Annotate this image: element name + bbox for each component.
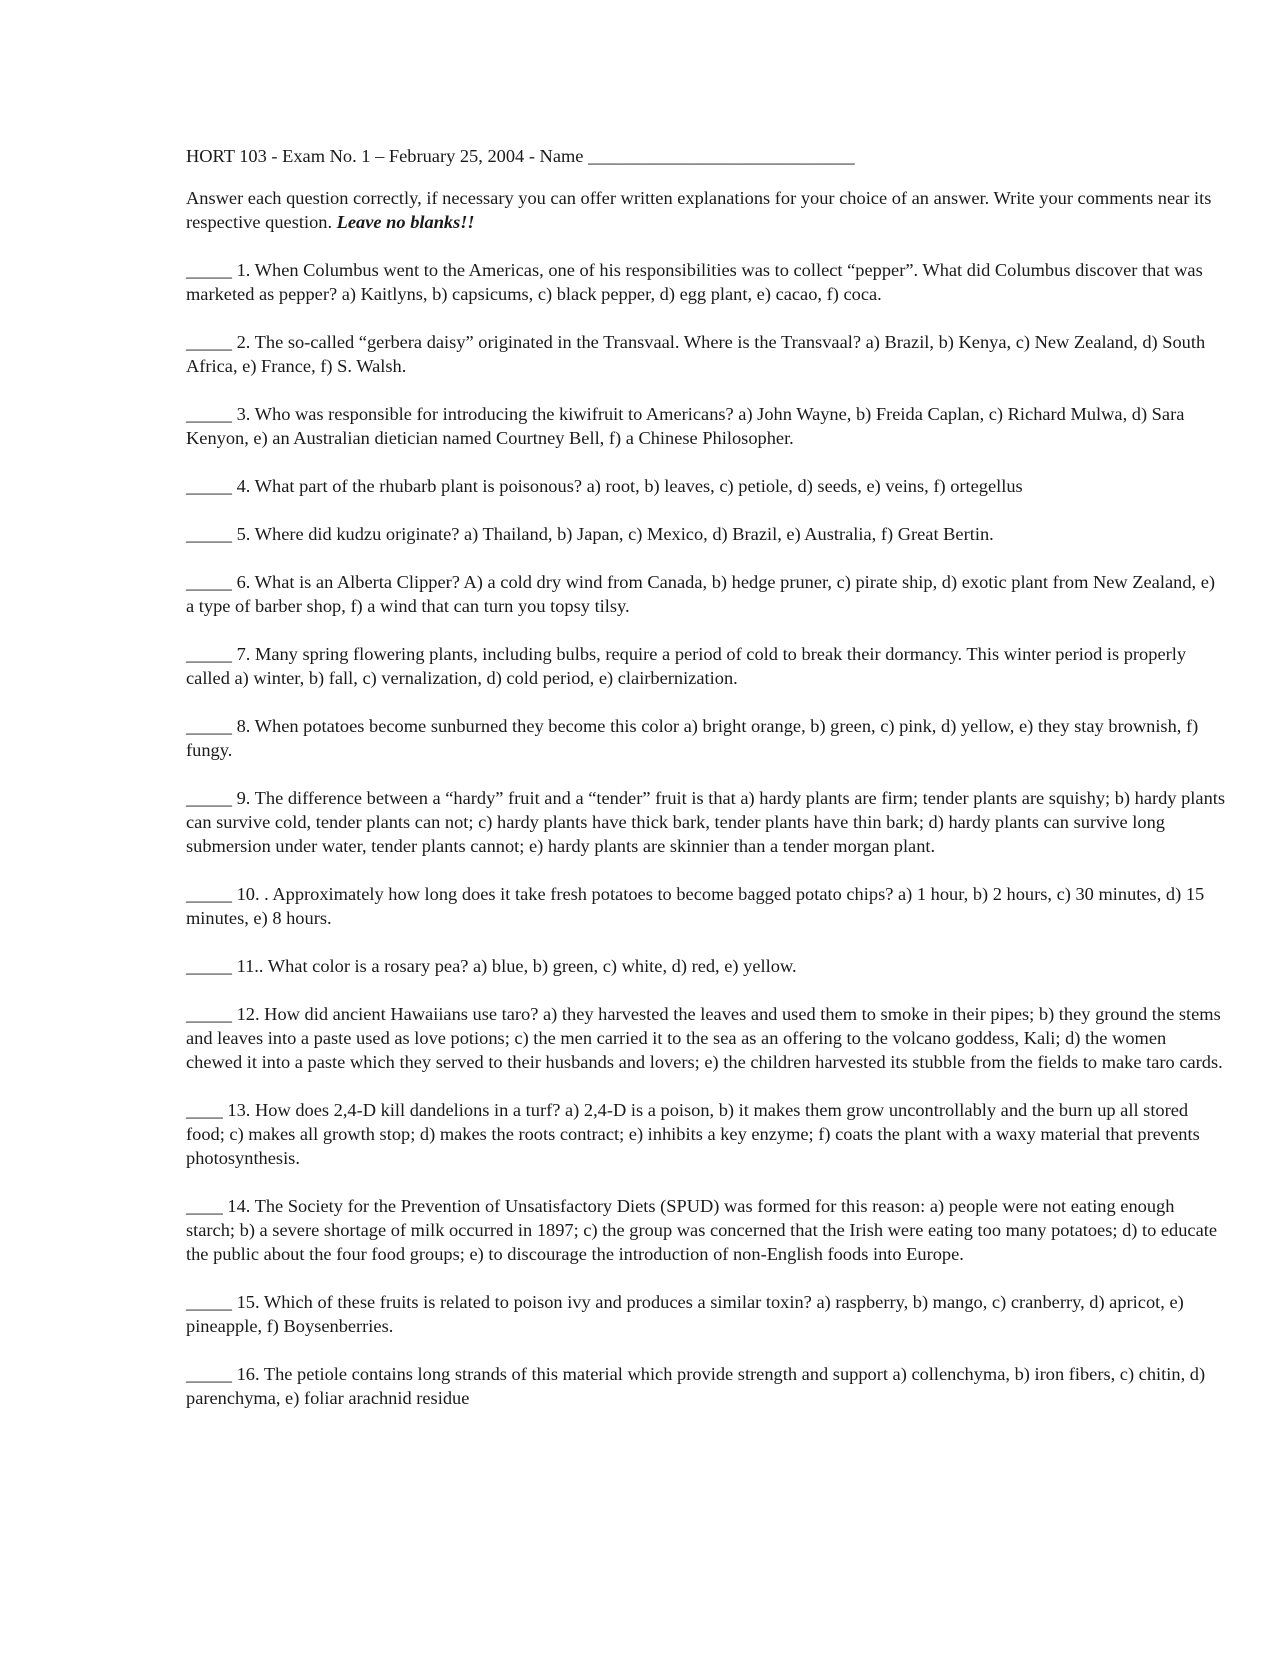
answer-blank[interactable]: _____	[186, 476, 232, 496]
question-text: 11.. What color is a rosary pea? a) blue, b) green, c) white, d) red, e) yellow.	[231, 956, 797, 976]
question-text: 2. The so-called “gerbera daisy” originated in the Transvaal. Where is the Transvaal? a) Brazil, b) Kenya, c) New Zealand, d) South Africa, e) France, f) S. Walsh.	[186, 332, 1206, 376]
answer-blank[interactable]: _____	[186, 572, 232, 592]
answer-blank[interactable]: _____	[186, 956, 232, 976]
answer-blank[interactable]: _____	[186, 884, 232, 904]
answer-blank[interactable]: _____	[186, 1292, 232, 1312]
answer-blank[interactable]: ____	[186, 1196, 223, 1216]
instructions	[186, 186, 1226, 234]
exam-header	[186, 144, 1226, 168]
question-text: 9. The difference between a “hardy” fruit and a “tender” fruit is that a) hardy plants are firm; tender plants are squishy; b) hardy plants can survive cold, tender plants can not; c) hardy plants have thick bark, tender plants have thin bark; d) hardy plants can survive long submersion under water, tender plants cannot; e) hardy plants are skinnier than a tender morgan plant.	[186, 788, 1226, 856]
exam-page	[186, 144, 1226, 1434]
question-2	[186, 330, 1226, 378]
question-15	[186, 1290, 1226, 1338]
question-5	[186, 522, 1226, 546]
question-1	[186, 258, 1226, 306]
question-text: 14. The Society for the Prevention of Unsatisfactory Diets (SPUD) was formed for this reason: a) people were not eating enough starch; b) a severe shortage of milk occurred in 1897; c) the group was concerned that the Irish were eating too many potatoes; d) to educate the public about the four food groups; e) to discourage the introduction of non-English foods into Europe.	[186, 1196, 1218, 1264]
question-10	[186, 882, 1226, 930]
question-text: 5. Where did kudzu originate? a) Thailand, b) Japan, c) Mexico, d) Brazil, e) Australia, f) Great Bertin.	[231, 524, 994, 544]
answer-blank[interactable]: _____	[186, 788, 232, 808]
answer-blank[interactable]: _____	[186, 1364, 232, 1384]
answer-blank[interactable]: _____	[186, 1004, 232, 1024]
name-blank[interactable]: _____________________________	[588, 146, 855, 166]
answer-blank[interactable]: _____	[186, 644, 232, 664]
question-text: 10. . Approximately how long does it take fresh potatoes to become bagged potato chips? a) 1 hour, b) 2 hours, c) 30 minutes, d) 15 minutes, e) 8 hours.	[186, 884, 1205, 928]
question-4	[186, 474, 1226, 498]
question-11	[186, 954, 1226, 978]
question-text: 3. Who was responsible for introducing the kiwifruit to Americans? a) John Wayne, b) Freida Caplan, c) Richard Mulwa, d) Sara Kenyon, e) an Australian dietician named Courtney Bell, f) a Chinese Philosopher.	[186, 404, 1185, 448]
question-3	[186, 402, 1226, 450]
question-9	[186, 786, 1226, 858]
question-text: 16. The petiole contains long strands of this material which provide strength and support a) collenchyma, b) iron fibers, c) chitin, d) parenchyma, e) foliar arachnid residue	[186, 1364, 1206, 1408]
answer-blank[interactable]: _____	[186, 404, 232, 424]
question-12	[186, 1002, 1226, 1074]
question-13	[186, 1098, 1226, 1170]
question-text: 15. Which of these fruits is related to poison ivy and produces a similar toxin? a) raspberry, b) mango, c) cranberry, d) apricot, e) pineapple, f) Boysenberries.	[186, 1292, 1184, 1336]
question-text: 8. When potatoes become sunburned they become this color a) bright orange, b) green, c) pink, d) yellow, e) they stay brownish, f) fungy.	[186, 716, 1199, 760]
question-text: 1. When Columbus went to the Americas, one of his responsibilities was to collect “pepper”. What did Columbus discover that was marketed as pepper? a) Kaitlyns, b) capsicums, c) black pepper, d) egg plant, e) cacao, f) coca.	[186, 260, 1203, 304]
question-text: 7. Many spring flowering plants, including bulbs, require a period of cold to break their dormancy. This winter period is properly called a) winter, b) fall, c) vernalization, d) cold period, e) clairbernization.	[186, 644, 1187, 688]
answer-blank[interactable]: _____	[186, 260, 232, 280]
question-text: 12. How did ancient Hawaiians use taro? a) they harvested the leaves and used them to smoke in their pipes; b) they ground the stems and leaves into a paste used as love potions; c) the men carried it to the sea as an offering to the volcano goddess, Kali; d) the women chewed it into a paste which they served to their husbands and lovers; e) the children harvested its stubble from the fields to make taro cards.	[186, 1004, 1223, 1072]
question-6	[186, 570, 1226, 618]
answer-blank[interactable]: ____	[186, 1100, 223, 1120]
instructions-emphasis: Leave no blanks!!	[336, 212, 475, 232]
question-text: 13. How does 2,4-D kill dandelions in a turf? a) 2,4-D is a poison, b) it makes them grow uncontrollably and the burn up all stored food; c) makes all growth stop; d) makes the roots contract; e) inhibits a key enzyme; f) coats the plant with a waxy material that prevents photosynthesis.	[186, 1100, 1200, 1168]
question-8	[186, 714, 1226, 762]
question-14	[186, 1194, 1226, 1266]
question-list	[186, 258, 1226, 1410]
answer-blank[interactable]: _____	[186, 716, 232, 736]
answer-blank[interactable]: _____	[186, 524, 232, 544]
question-text: 6. What is an Alberta Clipper? A) a cold dry wind from Canada, b) hedge pruner, c) pirate ship, d) exotic plant from New Zealand, e) a type of barber shop, f) a wind that can turn you topsy tilsy.	[186, 572, 1215, 616]
question-7	[186, 642, 1226, 690]
instructions-text: Answer each question correctly, if necessary you can offer written explanations for your choice of an answer. Write your comments near its respective question.	[186, 188, 1212, 232]
question-text: 4. What part of the rhubarb plant is poisonous? a) root, b) leaves, c) petiole, d) seeds, e) veins, f) ortegellus	[231, 476, 1023, 496]
question-16	[186, 1362, 1226, 1410]
exam-title: HORT 103 - Exam No. 1 – February 25, 2004 - Name	[186, 146, 589, 166]
answer-blank[interactable]: _____	[186, 332, 232, 352]
